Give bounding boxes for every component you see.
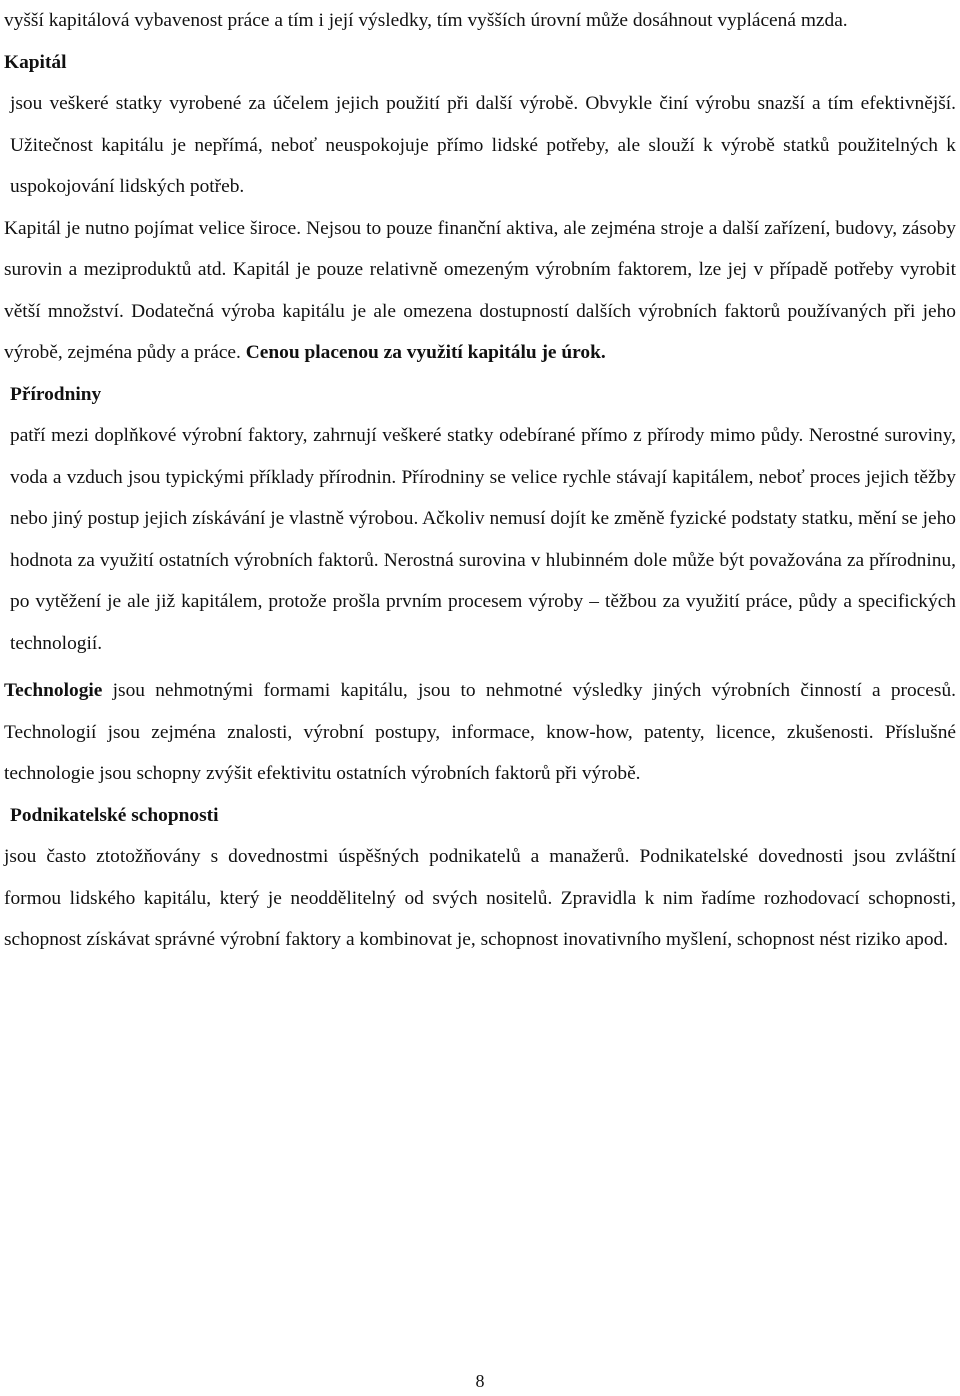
heading-podnikatelske-schopnosti: Podnikatelské schopnosti	[10, 804, 219, 826]
paragraph-intro: vyšší kapitálová vybavenost práce a tím i její výsledky, tím vyšších úrovní může dosáhnout vyplácená mzda.	[4, 10, 848, 31]
heading-prirodniny: Přírodniny	[10, 383, 102, 405]
page-number: 8	[475, 1371, 485, 1391]
paragraph-kapital-price: Cenou placenou za využití kapitálu je úrok.	[245, 342, 606, 363]
paragraph-technologie-text: jsou nehmotnými formami kapitálu, jsou to nehmotné výsledky jiných výrobních činností a procesů. Technologií jsou zejména znalosti, výrobní postupy, informace, know-how, patenty, licence, zkušenosti. Příslušné technologie jsou schopny zvýšit efektivitu ostatních výrobních faktorů při výrobě.	[4, 680, 956, 784]
paragraph-podnikatelske-schopnosti: jsou často ztotožňovány s dovednostmi úspěšných podnikatelů a manažerů. Podnikatelské dovednosti jsou zvláštní formou lidského kapitálu, který je neoddělitelný od svých nositelů. Zpravidla k nim řadíme rozhodovací schopnosti, schopnost získávat správné výrobní faktory a kombinovat je, schopnost inovativního myšlení, schopnost nést riziko apod.	[4, 846, 956, 950]
paragraph-technologie	[4, 670, 956, 795]
document-body	[4, 0, 956, 961]
paragraph-kapital-scope	[4, 208, 956, 374]
term-technologie: Technologie	[4, 680, 103, 701]
paragraph-prirodniny: patří mezi doplňkové výrobní faktory, zahrnují veškeré statky odebírané přímo z přírody mimo půdy. Nerostné suroviny, voda a vzduch jsou typickými příklady přírodnin. Přírodniny se velice rychle stávají kapitálem, neboť proces jejich těžby nebo jiný postup jejich získávání je vlastně výrobou. Ačkoliv nemusí dojít ke změně fyzické podstaty statku, mění se jeho hodnota za využití ostatních výrobních faktorů. Nerostná surovina v hlubinném dole může být považována za přírodninu, po vytěžení je ale již kapitálem, protože prošla prvním procesem výroby – těžbou za využití práce, půdy a specifických technologií.	[10, 425, 956, 654]
heading-kapital: Kapitál	[4, 51, 67, 73]
paragraph-kapital-scope-text: Kapitál je nutno pojímat velice široce. Nejsou to pouze finanční aktiva, ale zejména stroje a další zařízení, budovy, zásoby surovin a meziproduktů atd. Kapitál je pouze relativně omezeným výrobním faktorem, lze jej v případě potřeby vyrobit větší množství. Dodatečná výroba kapitálu je ale omezena dostupností dalších výrobních faktorů používaných při jeho výrobě, zejména půdy a práce.	[4, 217, 956, 363]
paragraph-kapital-definition: jsou veškeré statky vyrobené za účelem jejich použití při další výrobě. Obvykle činí výrobu snazší a tím efektivnější. Užitečnost kapitálu je nepřímá, neboť neuspokojuje přímo lidské potřeby, ale slouží k výrobě statků použitelných k uspokojování lidských potřeb.	[10, 93, 956, 197]
